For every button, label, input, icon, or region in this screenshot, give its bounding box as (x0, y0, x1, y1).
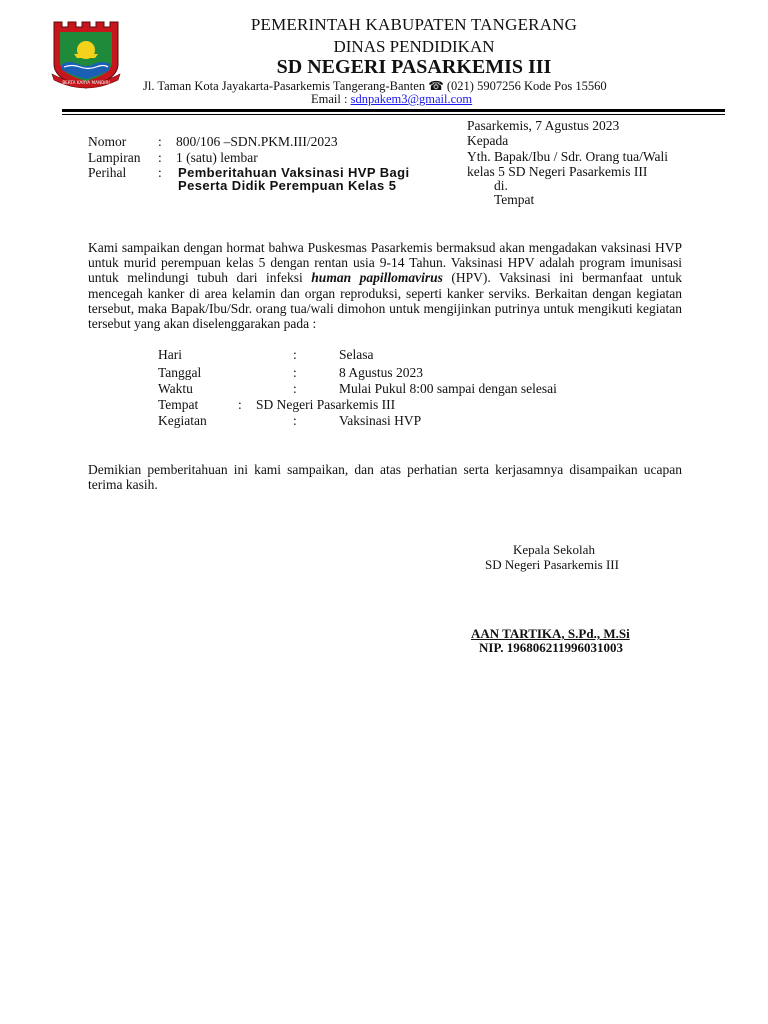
recipient-di: di. (494, 178, 508, 193)
letter-date: Pasarkemis, 7 Agustus 2023 (467, 118, 620, 133)
nomor-colon: : (158, 134, 162, 149)
letterhead-divider-thin (62, 114, 725, 115)
letterhead-email-line (311, 92, 472, 107)
waktu-colon: : (293, 381, 297, 396)
tanggal-value: 8 Agustus 2023 (339, 365, 424, 380)
lampiran-label: Lampiran (88, 150, 141, 165)
waktu-value: Mulai Pukul 8:00 sampai dengan selesai (339, 381, 557, 396)
hari-label: Hari (158, 347, 182, 362)
letterhead-government: PEMERINTAH KABUPATEN TANGERANG (250, 15, 578, 34)
waktu-label: Waktu (158, 381, 193, 396)
nomor-value: 800/106 –SDN.PKM.III/2023 (176, 134, 338, 149)
signature-school: SD Negeri Pasarkemis III (485, 557, 619, 572)
kegiatan-value: Vaksinasi HVP (339, 413, 422, 428)
signature-title: Kepala Sekolah (513, 542, 595, 557)
recipient-class: kelas 5 SD Negeri Pasarkemis III (467, 164, 648, 179)
email-label: Email : (311, 92, 351, 106)
tempat-colon: : (238, 397, 242, 412)
recipient-yth: Yth. Bapak/Ibu / Sdr. Orang tua/Wali (467, 149, 669, 164)
letterhead-department: DINAS PENDIDIKAN (333, 37, 495, 56)
letterhead-divider-thick (62, 109, 725, 112)
lampiran-value: 1 (satu) lembar (176, 150, 258, 165)
emblem-banner-text: BERTA KARYA MANDIRI (62, 80, 110, 85)
kegiatan-label: Kegiatan (158, 413, 207, 428)
tempat-label: Tempat (158, 397, 199, 412)
signature-nip: NIP. 196806211996031003 (479, 640, 623, 655)
letterhead-school-name: SD NEGERI PASARKEMIS III (276, 56, 552, 78)
recipient-kepada: Kepada (467, 133, 509, 148)
hari-value: Selasa (339, 347, 374, 362)
letterhead-address: Jl. Taman Kota Jayakarta-Pasarkemis Tangerang-Banten ☎ (021) 5907256 Kode Pos 15560 (143, 79, 607, 93)
hari-colon: : (293, 347, 297, 362)
perihal-value: Pemberitahuan Vaksinasi HVP Bagi Peserta Didik Perempuan Kelas 5 (178, 165, 410, 193)
perihal-colon: : (158, 165, 162, 180)
lampiran-colon: : (158, 150, 162, 165)
body-paragraph-intro: Kami sampaikan dengan hormat bahwa Puskesmas Pasarkemis bermaksud akan mengadakan vaksinasi HVP untuk murid perempuan kelas 5 dengan rentan usia 9-14 Tahun. Vaksinasi HPV adalah program imunisasi untuk melindungi tubuh dari infeksi human papillomavirus (HPV). Vaksinasi ini bermanfaat untuk mencegah kanker di area kelamin dan organ reproduksi, seperti kanker serviks. Berkaitan dengan kegiatan tersebut, maka Bapak/Ibu/Sdr. orang tua/wali dimohon untuk mengijinkan putrinya untuk mengikuti kegiatan tersebut yang akan diselenggarakan pada : (88, 240, 683, 332)
email-link[interactable]: sdnpakem3@gmail.com (350, 92, 473, 106)
tanggal-colon: : (293, 365, 297, 380)
signature-name: AAN TARTIKA, S.Pd., M.Si (471, 626, 630, 641)
perihal-label: Perihal (88, 165, 127, 180)
body-paragraph-closing: Demikian pemberitahuan ini kami sampaikan, dan atas perhatian serta kerjasamnya disampaikan ucapan terima kasih. (88, 462, 682, 493)
hpv-term: human papillomavirus (311, 270, 443, 286)
tempat-value: SD Negeri Pasarkemis III (256, 397, 396, 412)
nomor-label: Nomor (88, 134, 127, 149)
recipient-tempat: Tempat (494, 192, 535, 207)
tanggal-label: Tanggal (158, 365, 202, 380)
kegiatan-colon: : (293, 413, 297, 428)
